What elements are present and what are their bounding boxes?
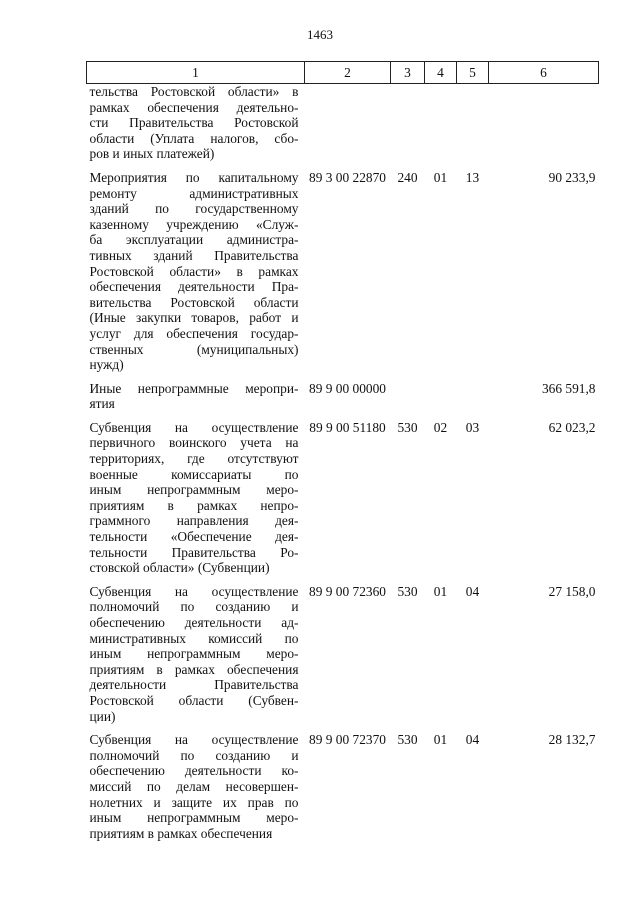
- row-vr: 240: [397, 169, 418, 185]
- row-name-line: приятиям в рамках обеспечения: [89, 661, 299, 677]
- row-spacer-cell: [87, 576, 599, 584]
- row-vr: 530: [397, 583, 418, 599]
- row-code: 89 9 00 72360: [309, 583, 386, 599]
- row-name: [87, 170, 305, 373]
- row-spacer: [87, 373, 599, 381]
- row-name-line: (Иные закупки товаров, работ и: [89, 310, 299, 326]
- row-name-line: вительства Ростовской области: [89, 294, 299, 310]
- row-rz: 01: [433, 732, 448, 748]
- header-col-rz: 4: [425, 62, 457, 84]
- page-number: 1463: [307, 27, 333, 42]
- row-code: 89 9 00 72370: [309, 732, 386, 748]
- header-col-pr: 5: [457, 62, 489, 84]
- row-name-line: иным непрограммным меро-: [89, 646, 299, 662]
- row-amount: 90 233,9: [548, 169, 596, 185]
- row-name-line: Субвенция на осуществление: [89, 419, 299, 435]
- row-amount: 366 591,8: [541, 380, 596, 396]
- row-rz: 02: [433, 419, 448, 435]
- row-name-line: военные комиссариаты по: [89, 466, 299, 482]
- row-spacer-cell: [87, 412, 599, 420]
- row-name-line: Субвенция на осуществление: [89, 583, 299, 599]
- row-amount: [489, 84, 599, 162]
- table-row: [87, 584, 599, 724]
- row-name-line: иным непрограммным меро-: [89, 482, 299, 498]
- budget-table: [86, 61, 599, 841]
- header-col-name: 1: [87, 62, 305, 84]
- row-pr: [457, 84, 489, 162]
- row-spacer: [87, 162, 599, 170]
- row-pr: [457, 381, 489, 412]
- row-amount: 28 132,7: [548, 732, 596, 748]
- table-row: [87, 381, 599, 412]
- row-name-line: приятиям в рамках обеспечения: [89, 825, 273, 841]
- row-spacer: [87, 412, 599, 420]
- row-name-line: области (Уплата налогов, сбо-: [89, 130, 299, 146]
- row-code: 89 3 00 22870: [309, 169, 386, 185]
- row-name-line: нужд): [89, 357, 124, 373]
- row-name-line: приятиям в рамках непро-: [89, 497, 299, 513]
- row-vr: [391, 381, 425, 412]
- row-pr: 13: [465, 169, 480, 185]
- row-pr: 04: [465, 583, 480, 599]
- row-vr: 530: [397, 419, 418, 435]
- row-name-line: полномочий по созданию и: [89, 747, 299, 763]
- row-name: [87, 420, 305, 576]
- row-code: [305, 84, 391, 162]
- header-col-vr: 3: [391, 62, 425, 84]
- row-name-line: Ростовской области» в рамках: [89, 263, 299, 279]
- row-name-line: миссий по делам несовершен-: [89, 778, 299, 794]
- row-rz: 01: [433, 583, 448, 599]
- row-code: 89 9 00 51180: [309, 419, 386, 435]
- row-name-line: сти Правительства Ростовской: [89, 115, 299, 131]
- row-name-line: обеспечения деятельности Пра-: [89, 279, 299, 295]
- header-row: [87, 62, 599, 84]
- row-name-line: ятия: [89, 396, 115, 412]
- row-vr: 530: [397, 732, 418, 748]
- row-vr: [391, 84, 425, 162]
- row-rz: [425, 381, 457, 412]
- table-body: [87, 84, 599, 842]
- row-name-line: первичного воинского учета на: [89, 435, 299, 451]
- row-name: [87, 584, 305, 724]
- row-pr: 04: [465, 732, 480, 748]
- row-rz: [425, 84, 457, 162]
- row-name-line: казенному учреждению «Служ-: [89, 216, 299, 232]
- row-name-line: тельства Ростовской области» в: [89, 84, 299, 99]
- row-name-line: обеспечению деятельности ко-: [89, 763, 299, 779]
- row-name-line: нолетних и защите их прав по: [89, 794, 299, 810]
- row-name-line: тивных зданий Правительства: [89, 247, 299, 263]
- table-row: [87, 732, 599, 841]
- table-row: [87, 420, 599, 576]
- row-name-line: территориях, где отсутствуют: [89, 451, 299, 467]
- row-spacer-cell: [87, 724, 599, 732]
- row-name-line: ба эксплуатации администра-: [89, 232, 299, 248]
- row-name-line: ственных (муниципальных): [89, 341, 299, 357]
- row-amount: 62 023,2: [548, 419, 596, 435]
- row-name: [87, 732, 305, 841]
- row-amount: 27 158,0: [548, 583, 596, 599]
- row-name-line: деятельности Правительства: [89, 677, 299, 693]
- row-name-line: тельности «Обеспечение дея-: [89, 529, 299, 545]
- row-name-line: Иные непрограммные меропри-: [89, 380, 299, 396]
- row-pr: 03: [465, 419, 480, 435]
- row-rz: 01: [433, 169, 448, 185]
- header-col-amount: 6: [489, 62, 599, 84]
- row-name-line: обеспечению деятельности ад-: [89, 615, 299, 630]
- row-name-line: Ростовской области (Субвен-: [89, 692, 299, 708]
- row-name-line: тельности Правительства Ро-: [89, 544, 299, 560]
- row-name-line: стовской области» (Субвенции): [89, 560, 270, 576]
- row-name-line: Мероприятия по капитальному: [89, 169, 299, 185]
- row-name-line: полномочий по созданию и: [89, 599, 299, 615]
- row-name-line: зданий по государственному: [89, 201, 299, 217]
- row-spacer-cell: [87, 162, 599, 170]
- row-spacer: [87, 576, 599, 584]
- row-name-line: граммного направления дея-: [89, 513, 299, 529]
- row-name-line: министративных комиссий по: [89, 630, 299, 646]
- header-col-code: 2: [305, 62, 391, 84]
- row-name-line: услуг для обеспечения государ-: [89, 325, 299, 341]
- row-name-line: ров и иных платежей): [89, 146, 215, 162]
- row-name-line: иным непрограммным меро-: [89, 810, 299, 826]
- table-header: [87, 62, 599, 84]
- row-name: [87, 381, 305, 412]
- row-name: [87, 84, 305, 162]
- row-spacer-cell: [87, 373, 599, 381]
- row-name-line: ремонту административных: [89, 185, 299, 201]
- table-row: [87, 84, 599, 162]
- row-name-line: Субвенция на осуществление: [89, 732, 299, 748]
- row-name-line: ции): [89, 708, 116, 724]
- row-name-line: рамках обеспечения деятельно-: [89, 99, 299, 115]
- row-spacer: [87, 724, 599, 732]
- table-row: [87, 170, 599, 373]
- row-code: 89 9 00 00000: [309, 380, 386, 396]
